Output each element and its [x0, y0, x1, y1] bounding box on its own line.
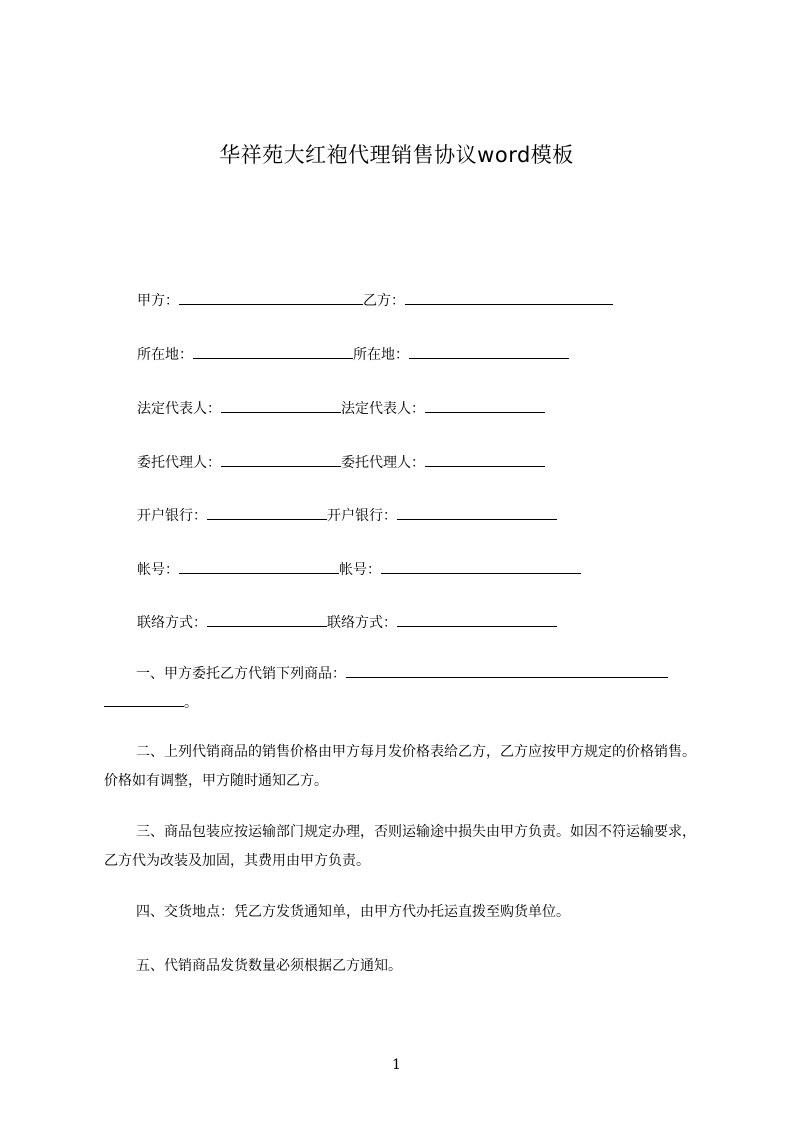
bank-line: [137, 505, 557, 526]
party-b-label: 乙方：: [363, 293, 405, 309]
contact-line: [137, 612, 557, 633]
account-line: [137, 559, 581, 580]
legal-rep-a-blank[interactable]: [221, 398, 341, 413]
legal-rep-line: [137, 398, 545, 419]
clause-2: [104, 738, 704, 796]
location-a-blank[interactable]: [193, 344, 353, 359]
bank-b-label: 开户银行：: [327, 508, 397, 524]
account-b-blank[interactable]: [381, 559, 581, 574]
legal-rep-b-label: 法定代表人：: [341, 401, 425, 417]
clause-1-blank-a[interactable]: [346, 663, 668, 678]
bank-a-label: 开户银行：: [137, 508, 207, 524]
contact-a-label: 联络方式：: [137, 615, 207, 631]
account-b-label: 帐号：: [339, 562, 381, 578]
agent-a-label: 委托代理人：: [137, 455, 221, 471]
clause-2-text: 二、上列代销商品的销售价格由甲方每月发价格表给乙方，乙方应按甲方规定的价格销售。价格如有调整，甲方随时通知乙方。: [104, 744, 696, 789]
clause-1-text: 一、甲方委托乙方代销下列商品：: [136, 666, 346, 682]
account-a-blank[interactable]: [179, 559, 339, 574]
clause-5-text: 五、代销商品发货数量必须根据乙方通知。: [136, 958, 402, 974]
contact-b-label: 联络方式：: [327, 615, 397, 631]
legal-rep-a-label: 法定代表人：: [137, 401, 221, 417]
agent-b-label: 委托代理人：: [341, 455, 425, 471]
account-a-label: 帐号：: [137, 562, 179, 578]
document-title: 华祥苑大红袍代理销售协议word模板: [219, 143, 574, 167]
page-number: 1: [392, 1057, 401, 1073]
bank-a-blank[interactable]: [207, 505, 327, 520]
location-b-label: 所在地：: [353, 347, 409, 363]
bank-b-blank[interactable]: [397, 505, 557, 520]
party-a-label: 甲方：: [137, 293, 179, 309]
clause-1: [104, 660, 704, 718]
clause-1-end: 。: [184, 695, 198, 711]
location-a-label: 所在地：: [137, 347, 193, 363]
location-b-blank[interactable]: [409, 344, 569, 359]
contact-b-blank[interactable]: [397, 612, 557, 627]
contact-a-blank[interactable]: [207, 612, 327, 627]
party-line: [137, 290, 613, 311]
agent-b-blank[interactable]: [425, 452, 545, 467]
clause-3-text: 三、商品包装应按运输部门规定办理，否则运输途中损失由甲方负责。如因不符运输要求，乙方代为改装及加固，其费用由甲方负责。: [104, 824, 696, 869]
clause-1-blank-b[interactable]: [104, 692, 184, 707]
party-a-blank[interactable]: [179, 290, 363, 305]
party-b-blank[interactable]: [405, 290, 613, 305]
clause-3: [104, 818, 704, 876]
clause-4: [104, 898, 704, 927]
clause-5: [104, 952, 704, 981]
clause-4-text: 四、交货地点：凭乙方发货通知单，由甲方代办托运直拨至购货单位。: [136, 904, 570, 920]
legal-rep-b-blank[interactable]: [425, 398, 545, 413]
agent-a-blank[interactable]: [221, 452, 341, 467]
agent-line: [137, 452, 545, 473]
location-line: [137, 344, 569, 365]
